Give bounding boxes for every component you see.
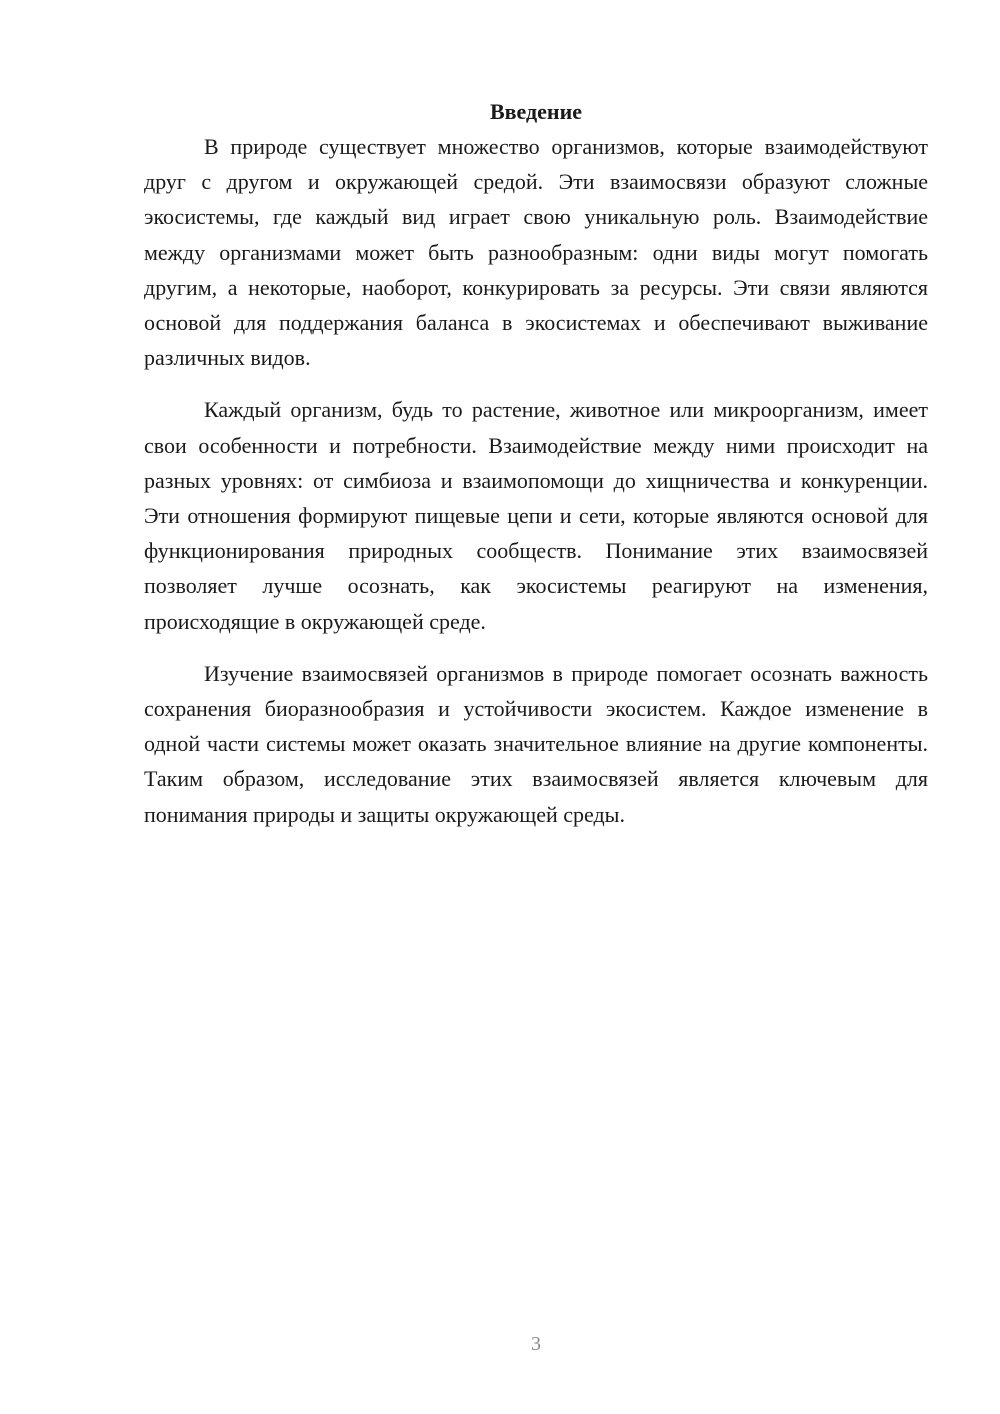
paragraph-3: Изучение взаимосвязей организмов в природе помогает осознать важность сохранения биоразнообразия и устойчивости экосистем. Каждое изменение в одной части системы может оказать значительное влияние на другие компоненты. Таким образом, исследование этих взаимосвязей является ключевым для понимания природы и защиты окружающей среды. — [144, 660, 928, 827]
paragraph-1: В природе существует множество организмов, которые взаимодействуют друг с другом и окружающей средой. Эти взаимосвязи образуют сложные экосистемы, где каждый вид играет свою уникальную роль. Взаимодействие между организмами может быть разнообразным: одни виды могут помогать другим, а некоторые, наоборот, конкурировать за ресурсы. Эти связи являются основой для поддержания баланса в экосистемах и обеспечивают выживание различных видов. — [144, 134, 928, 371]
section-heading: Введение — [489, 99, 583, 124]
page-content — [144, 94, 928, 832]
paragraph-2: Каждый организм, будь то растение, животное или микроорганизм, имеет свои особенности и потребности. Взаимодействие между ними происходит на разных уровнях: от симбиоза и взаимопомощи до хищничества и конкуренции. Эти отношения формируют пищевые цепи и сети, которые являются основой для функционирования природных сообществ. Понимание этих взаимосвязей позволяет лучше осознать, как экосистемы реагируют на изменения, происходящие в окружающей среде. — [144, 397, 928, 634]
page-number: 3 — [531, 1333, 541, 1355]
